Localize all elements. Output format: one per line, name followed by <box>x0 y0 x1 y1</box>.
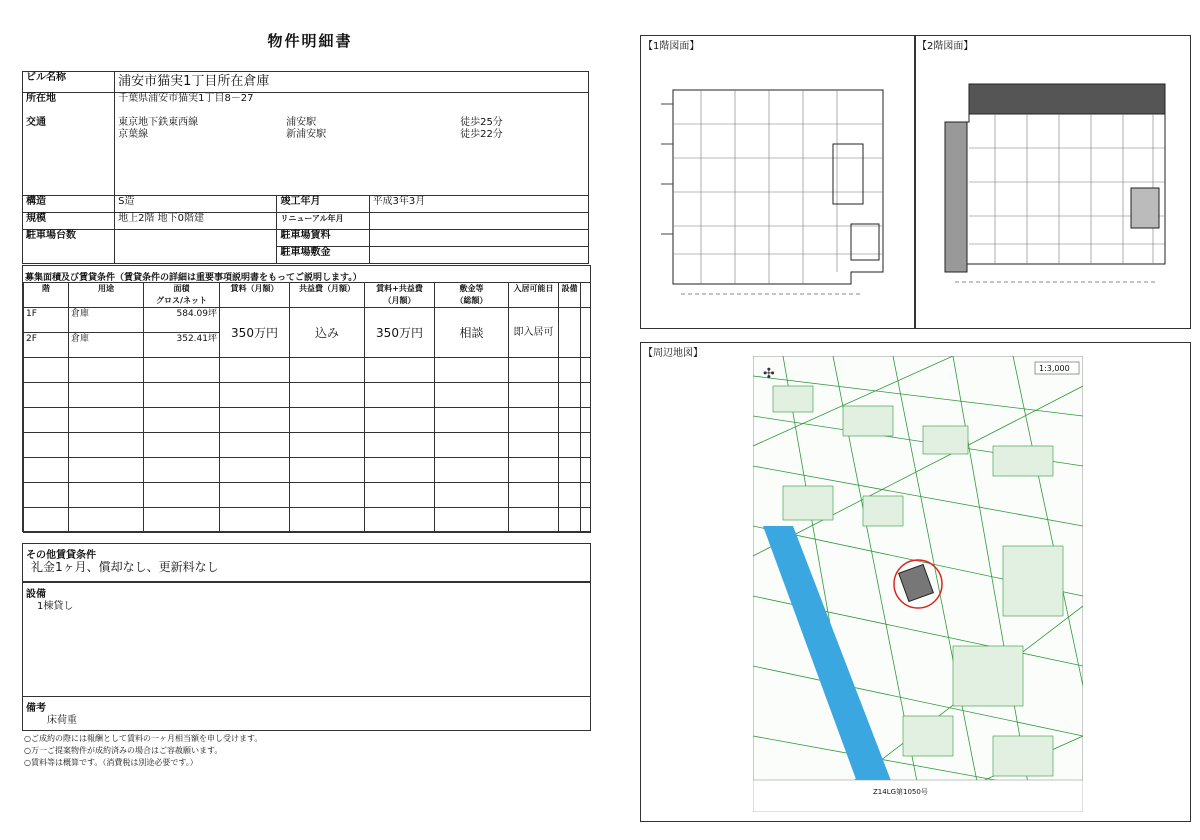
total-value: 350万円 <box>365 308 435 358</box>
renewal-label: リニューアル年月 <box>277 213 369 230</box>
transport-station-1: 浦安駅 <box>286 117 317 128</box>
transport-station-2: 新浦安駅 <box>286 129 327 140</box>
col-deposit: 敷金等 （総額） <box>435 283 509 308</box>
lease-row-empty <box>24 458 591 483</box>
lease-row-empty <box>24 408 591 433</box>
floor2-side-hatch <box>945 122 967 272</box>
use-cell: 倉庫 <box>69 333 144 358</box>
floor1-plan-panel <box>640 35 916 329</box>
move-in-value: 即入居可 <box>509 308 559 358</box>
remarks-text: 床荷重 <box>47 715 77 726</box>
col-common-fee: 共益費（月額） <box>290 283 365 308</box>
floor1-stair <box>851 224 879 260</box>
col-rent: 賃料（月額） <box>220 283 290 308</box>
document-title: 物件明細書 <box>267 32 353 50</box>
lease-conditions-box <box>22 265 591 532</box>
parking-fee-value <box>369 230 588 247</box>
floor2-plan-drawing <box>935 78 1175 303</box>
floor-cell: 2F <box>24 333 69 358</box>
equipment-label: 設備 <box>26 589 46 600</box>
lease-heading: 募集面積及び賃貸条件（賃貸条件の詳細は重要事項説明書をもってご説明します。） <box>25 273 362 283</box>
map-credit: Z14LG第1050号 <box>873 788 928 796</box>
col-total: 賃料+共益費 （月額） <box>365 283 435 308</box>
col-equipment: 設備 <box>559 283 581 308</box>
floor-cell: 1F <box>24 308 69 333</box>
deposit-value: 相談 <box>435 308 509 358</box>
structure-label: 構造 <box>23 196 115 213</box>
col-floor: 階 <box>24 283 69 308</box>
transport-line-1: 東京地下鉄東西線 <box>118 117 199 128</box>
parking-count-label: 駐車場台数 <box>23 230 115 264</box>
address-value: 千葉県浦安市猫実1丁目8－27 <box>118 93 254 104</box>
address-transport-labels <box>23 93 115 196</box>
completed-value: 平成3年3月 <box>369 196 588 213</box>
transport-line-2: 京葉線 <box>118 129 149 140</box>
col-area: 面積 グロス/ネット <box>144 283 220 308</box>
address-transport-values <box>115 93 589 196</box>
lease-row-empty <box>24 358 591 383</box>
rent-value: 350万円 <box>220 308 290 358</box>
col-use: 用途 <box>69 283 144 308</box>
renewal-value <box>369 213 588 230</box>
footnote: ○ご成約の際には報酬として賃料の一ヶ月相当額を申し受けます。 <box>24 734 263 743</box>
footnote: ○万一ご提案物件が成約済みの場合はご容赦願います。 <box>24 746 223 755</box>
lease-row-empty <box>24 483 591 508</box>
remarks-label: 備考 <box>26 703 46 714</box>
parking-fee-label: 駐車場賃料 <box>277 230 369 247</box>
address-label: 所在地 <box>26 93 56 104</box>
floor2-hatched-roof <box>969 84 1165 114</box>
other-conditions-text: 礼金1ヶ月、償却なし、更新料なし <box>31 560 219 574</box>
other-conditions-label: その他賃貸条件 <box>26 550 96 561</box>
other-conditions-box <box>22 543 591 582</box>
map-scale: 1:3,000 <box>1039 364 1070 373</box>
area-map <box>753 356 1083 812</box>
transport-list <box>118 117 585 157</box>
lease-row-empty <box>24 433 591 458</box>
footnotes <box>24 733 262 769</box>
parking-deposit-label: 駐車場敷金 <box>277 247 369 264</box>
building-info-table <box>22 71 589 264</box>
footnote: ○賃料等は概算です。（消費税は別途必要です。） <box>24 758 198 767</box>
floor1-title: 【1階図面】 <box>643 41 700 52</box>
parking-deposit-value <box>369 247 588 264</box>
floor2-stair <box>1131 188 1159 228</box>
building-name: 浦安市猫実1丁目所在倉庫 <box>115 72 589 93</box>
col-move-in: 入居可能日 <box>509 283 559 308</box>
transport-label: 交通 <box>26 117 46 128</box>
area-cell: 584.09坪 <box>144 308 220 333</box>
lease-table <box>23 282 591 533</box>
north-arrow-icon: ✣ <box>763 366 775 382</box>
floor1-office-block <box>833 144 863 204</box>
lease-row-1f <box>24 308 591 333</box>
map-title: 【周辺地図】 <box>643 348 703 359</box>
area-map-panel <box>640 342 1191 822</box>
equipment-box <box>22 582 591 697</box>
equipment-text: 1棟貸し <box>37 601 74 612</box>
transport-walk-1: 徒歩25分 <box>460 117 503 128</box>
floor2-title: 【2階図面】 <box>917 41 974 52</box>
use-cell: 倉庫 <box>69 308 144 333</box>
floor2-plan-panel <box>914 35 1191 329</box>
lease-row-empty <box>24 383 591 408</box>
scale-value: 地上2階 地下0階建 <box>115 213 277 230</box>
completed-label: 竣工年月 <box>277 196 369 213</box>
scale-label: 規模 <box>23 213 115 230</box>
parking-count-value <box>115 230 277 264</box>
common-fee-value: 込み <box>290 308 365 358</box>
building-name-label: ビル名称 <box>23 72 115 93</box>
lease-row-empty <box>24 508 591 533</box>
floor1-plan-drawing <box>661 84 891 309</box>
area-cell: 352.41坪 <box>144 333 220 358</box>
remarks-box <box>22 696 591 731</box>
transport-walk-2: 徒歩22分 <box>460 129 503 140</box>
structure-value: S造 <box>115 196 277 213</box>
lease-header-row <box>24 283 591 308</box>
